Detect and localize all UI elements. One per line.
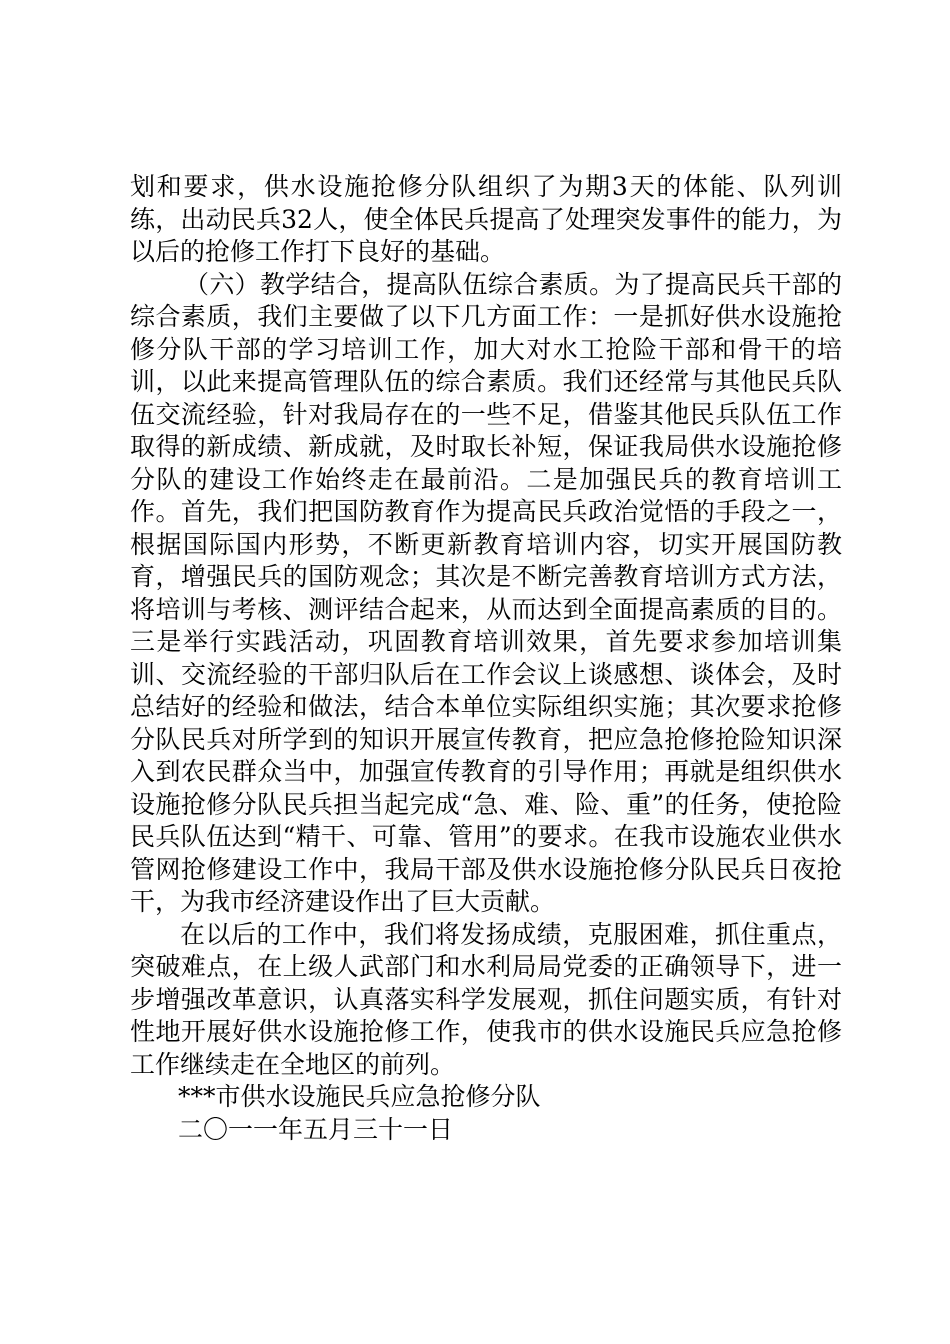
- paragraph-conclusion: 在以后的工作中，我们将发扬成绩，克服困难，抓住重点，突破难点，在上级人武部门和水利局局党委的正确领导下，进一步增强改革意识，认真落实科学发展观，抓住问题实质，有针对性地开展好供水设施抢修工作，使我市的供水设施民兵应急抢修工作继续走在全地区的前列。: [130, 919, 842, 1079]
- document-page: [130, 171, 842, 1146]
- paragraph-education: （六）教学结合，提高队伍综合素质。为了提高民兵干部的综合素质，我们主要做了以下几方面工作：一是抓好供水设施抢修分队干部的学习培训工作，加大对水工抢险干部和骨干的培训，以此来提高管理队伍的综合素质。我们还经常与其他民兵队伍交流经验，针对我局存在的一些不足，借鉴其他民兵队伍工作取得的新成绩、新成就，及时取长补短，保证我局供水设施抢修分队的建设工作始终走在最前沿。二是加强民兵的教育培训工作。首先，我们把国防教育作为提高民兵政治觉悟的手段之一，根据国际国内形势，不断更新教育培训内容，切实开展国防教育，增强民兵的国防观念；其次是不断完善教育培训方式方法，将培训与考核、测评结合起来，从而达到全面提高素质的目的。三是举行实践活动，巩固教育培训效果，首先要求参加培训集训、交流经验的干部归队后在工作会议上谈感想、谈体会，及时总结好的经验和做法，结合本单位实际组织实施；其次要求抢修分队民兵对所学到的知识开展宣传教育，把应急抢修抢险知识深入到农民群众当中，加强宣传教育的引导作用；再就是组织供水设施抢修分队民兵担当起完成“急、难、险、重”的任务，使抢险民兵队伍达到“精干、可靠、管用”的要求。在我市设施农业供水管网抢修建设工作中，我局干部及供水设施抢修分队民兵日夜抢干，为我市经济建设作出了巨大贡献。: [130, 269, 842, 916]
- paragraph-training: 划和要求，供水设施抢修分队组织了为期3天的体能、队列训练，出动民兵32人，使全体民兵提高了处理突发事件的能力，为以后的抢修工作打下良好的基础。: [130, 172, 842, 266]
- signature-organization: ***市供水设施民兵应急抢修分队: [178, 1082, 541, 1111]
- signature-date: 二〇一一年五月三十一日: [178, 1114, 454, 1144]
